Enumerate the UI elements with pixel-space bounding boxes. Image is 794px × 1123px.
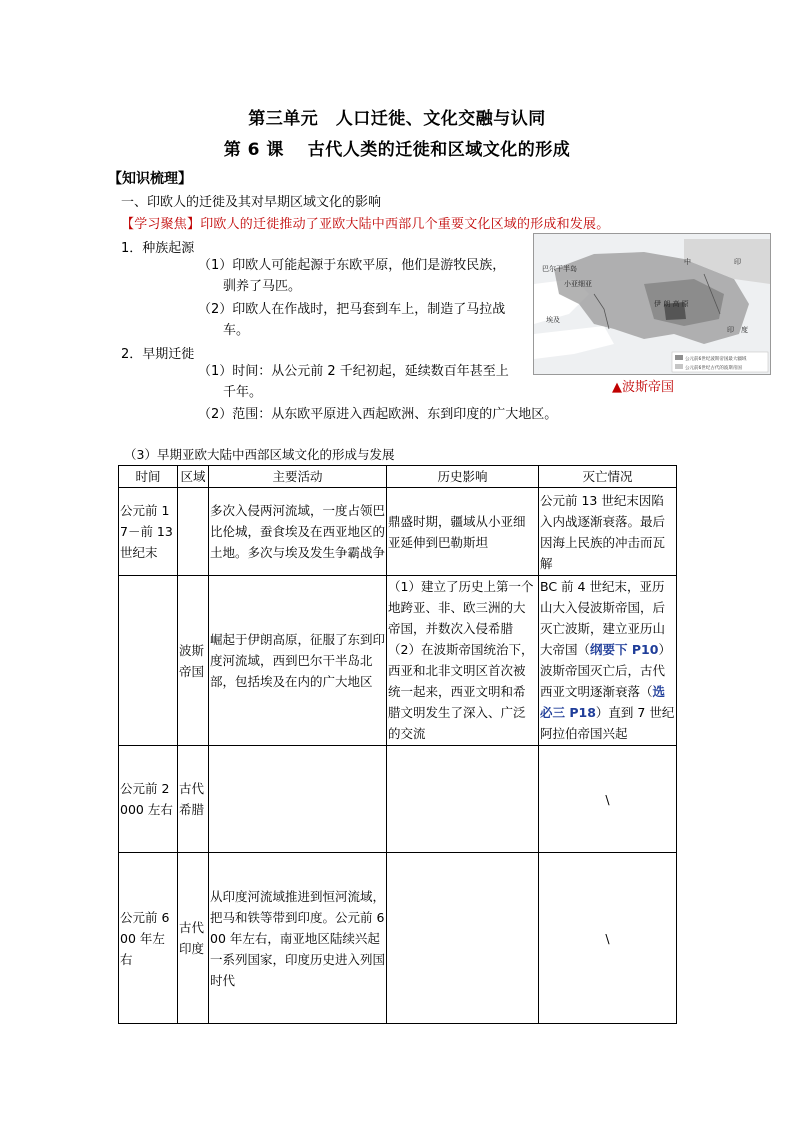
cell-activity: 从印度河流域推进到恒河流域，把马和铁等带到印度。公元前 600 年左右，南亚地区陆续兴起一系列国家，印度历史进入列国时代 [209,853,387,1024]
map-label-iran: 伊 朗 高 原 [654,300,689,308]
persian-empire-map [533,233,771,375]
cell-activity: 多次入侵两河流域，一度占领巴比伦城，蚕食埃及在西亚地区的土地。多次与埃及发生争霸战争 [209,488,387,576]
origin-item2-line2: 车。 [223,323,250,338]
table-row [119,576,677,746]
map-caption: ▲波斯帝国 [612,380,674,395]
cell-impact [387,853,539,1024]
cell-region: 古代印度 [178,853,209,1024]
textbook-ref-2: 选必三 P18 [540,684,666,720]
civilization-table [118,465,677,1024]
header-region: 区域 [178,466,209,488]
part1-title: 一、印欧人的迁徙及其对早期区域文化的影响 [121,195,382,210]
map-label-asia-minor: 小亚细亚 [564,280,592,288]
focus-tag: 【学习聚焦】 [121,217,201,232]
cell-impact: （1）建立了历史上第一个地跨亚、非、欧三洲的大帝国，并数次入侵希腊（2）在波斯帝国统治下，西亚和北非文明区首次被统一起来，西亚文明和希腊文明发生了深入、广泛的交流 [387,576,539,746]
table-row [119,488,677,576]
header-activity: 主要活动 [209,466,387,488]
table-row [119,746,677,853]
map-legend-1: 公元前6世纪波斯帝国最大疆域 [685,357,747,362]
map-label-mid: 中 [684,258,691,266]
cell-fall [539,576,677,746]
map-legend-2: 公元前6世纪古代的波斯帝国 [685,366,742,371]
migration-heading: 2．早期迁徙 [121,347,195,362]
cell-fall: 公元前 13 世纪末因陷入内战逐渐衰落。最后因海上民族的冲击而瓦解 [539,488,677,576]
map-label-greece: 巴尔干半岛 [542,265,577,273]
table-row [119,853,677,1024]
origin-item2-line1: （2）印欧人在作战时，把马套到车上，制造了马拉战 [198,302,506,317]
origin-item1-line1: （1）印欧人可能起源于东欧平原，他们是游牧民族， [198,258,506,273]
textbook-ref-1: 纲要下 P10 [590,642,659,657]
origin-item1-line2: 驯养了马匹。 [223,279,302,294]
migration-range: （2）范围：从东欧平原进入西起欧洲、东到印度的广大地区。 [198,407,558,422]
cell-time: 公元前 2000 左右 [119,746,178,853]
lesson-title: 第 6 课 古代人类的迁徙和区域文化的形成 [223,140,571,160]
cell-activity: 崛起于伊朗高原，征服了东到印度河流域，西到巴尔干半岛北部，包括埃及在内的广大地区 [209,576,387,746]
cell-region [178,488,209,576]
migration-time-line2: 千年。 [223,385,263,400]
migration-time-line1: （1）时间：从公元前 2 千纪初起，延续数百年甚至上 [198,364,509,379]
cell-fall: \ [539,746,677,853]
map-label-india: 印 度 [727,326,748,334]
knowledge-heading: 【知识梳理】 [108,171,192,187]
header-fall: 灭亡情况 [539,466,677,488]
cell-impact: 鼎盛时期，疆域从小亚细亚延伸到巴勒斯坦 [387,488,539,576]
map-label-egypt: 埃及 [546,316,560,324]
unit-title: 第三单元 人口迁徙、文化交融与认同 [248,109,546,129]
cell-impact [387,746,539,853]
cell-time: 公元前 600 年左右 [119,853,178,1024]
cell-time [119,576,178,746]
header-time: 时间 [119,466,178,488]
learning-focus [121,213,609,232]
fall-text-b: ）波斯帝国灭亡后，古代西亚文明逐渐衰落（ [540,642,671,699]
cell-region: 古代希腊 [178,746,209,853]
cell-activity [209,746,387,853]
origin-heading: 1．种族起源 [121,241,195,256]
header-impact: 历史影响 [387,466,539,488]
cell-time: 公元前 17－前 13 世纪末 [119,488,178,576]
cell-fall: \ [539,853,677,1024]
fall-text-c: ）直到 7 世纪阿拉伯帝国兴起 [540,705,675,741]
map-label-east: 印 [734,258,741,266]
table-header-row [119,466,677,488]
table-title: （3）早期亚欧大陆中西部区域文化的形成与发展 [124,447,395,462]
fall-text-a: BC 前 4 世纪末，亚历山大入侵波斯帝国，后灭亡波斯，建立亚历山大帝国（ [540,579,666,657]
cell-region: 波斯帝国 [178,576,209,746]
focus-text: 印欧人的迁徙推动了亚欧大陆中西部几个重要文化区域的形成和发展。 [200,217,610,232]
